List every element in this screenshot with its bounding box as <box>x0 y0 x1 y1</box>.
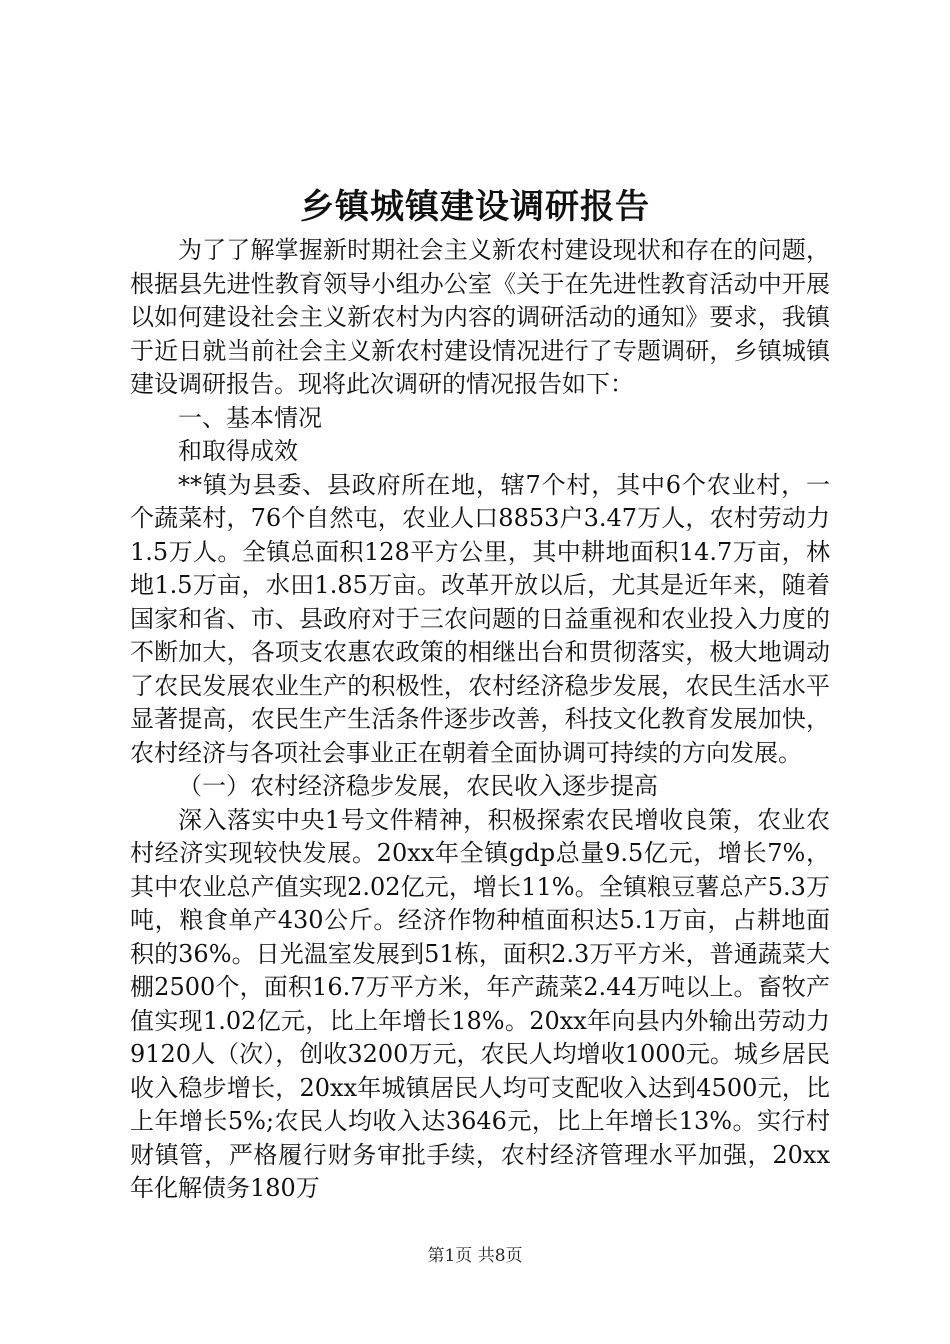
subsection-heading-economy: （一）农村经济稳步发展，农民收入逐步提高 <box>178 772 658 800</box>
document-body <box>130 234 830 1206</box>
economy-paragraph: 深入落实中央1号文件精神，积极探索农民增收良策，农业农村经济实现较快发展。20xx年全镇gdp总量9.5亿元，增长7%，其中农业总产值实现2.02亿元，增长11%。全镇粮豆薯总产5.3万吨，粮食单产430公斤。经济作物种植面积达5.1万亩，占耕地面积的36%。日光温室发展到51栋，面积2.3万平方米，普通蔬菜大棚2500个，面积16.7万平方米，年产蔬菜2.44万吨以上。畜牧产值实现1.02亿元，比上年增长18%。20xx年向县内外输出劳动力9120人（次），创收3200万元，农民人均增收1000元。城乡居民收入稳步增长，20xx年城镇居民人均可支配收入达到4500元，比上年增长5%;农民人均收入达3646元，比上年增长13%。实行村财镇管，严格履行财务审批手续，农村经济管理水平加强，20xx年化解债务180万 <box>130 805 830 1202</box>
page-footer: 第1页 共8页 <box>427 1246 523 1266</box>
section-heading-basic: 一、基本情况 <box>178 403 322 432</box>
basic-situation-paragraph: **镇为县委、县政府所在地，辖7个村，其中6个农业村，一个蔬菜村，76个自然屯，农业人口8853户3.47万人，农村劳动力1.5万人。全镇总面积128平方公里，其中耕地面积14.7万亩，林地1.5万亩，水田1.85万亩。改革开放以后，尤其是近年来，随着国家和省、市、县政府对于三农问题的日益重视和农业投入力度的不断加大，各项支农惠农政策的相继出台和贯彻落实，极大地调动了农民发展农业生产的积极性，农村经济稳步发展，农民生活水平显著提高，农民生产生活条件逐步改善，科技文化教育发展加快，农村经济与各项社会事业正在朝着全面协调可持续的方向发展。 <box>130 470 830 767</box>
section-heading-achievements: 和取得成效 <box>178 437 298 465</box>
document-title: 乡镇城镇建设调研报告 <box>300 187 650 227</box>
intro-paragraph: 为了了解掌握新时期社会主义新农村建设现状和存在的问题，根据县先进性教育领导小组办公室《关于在先进性教育活动中开展以如何建设社会主义新农村为内容的调研活动的通知》要求，我镇于近日就当前社会主义新农村建设情况进行了专题调研，乡镇城镇建设调研报告。现将此次调研的情况报告如下： <box>130 236 830 398</box>
